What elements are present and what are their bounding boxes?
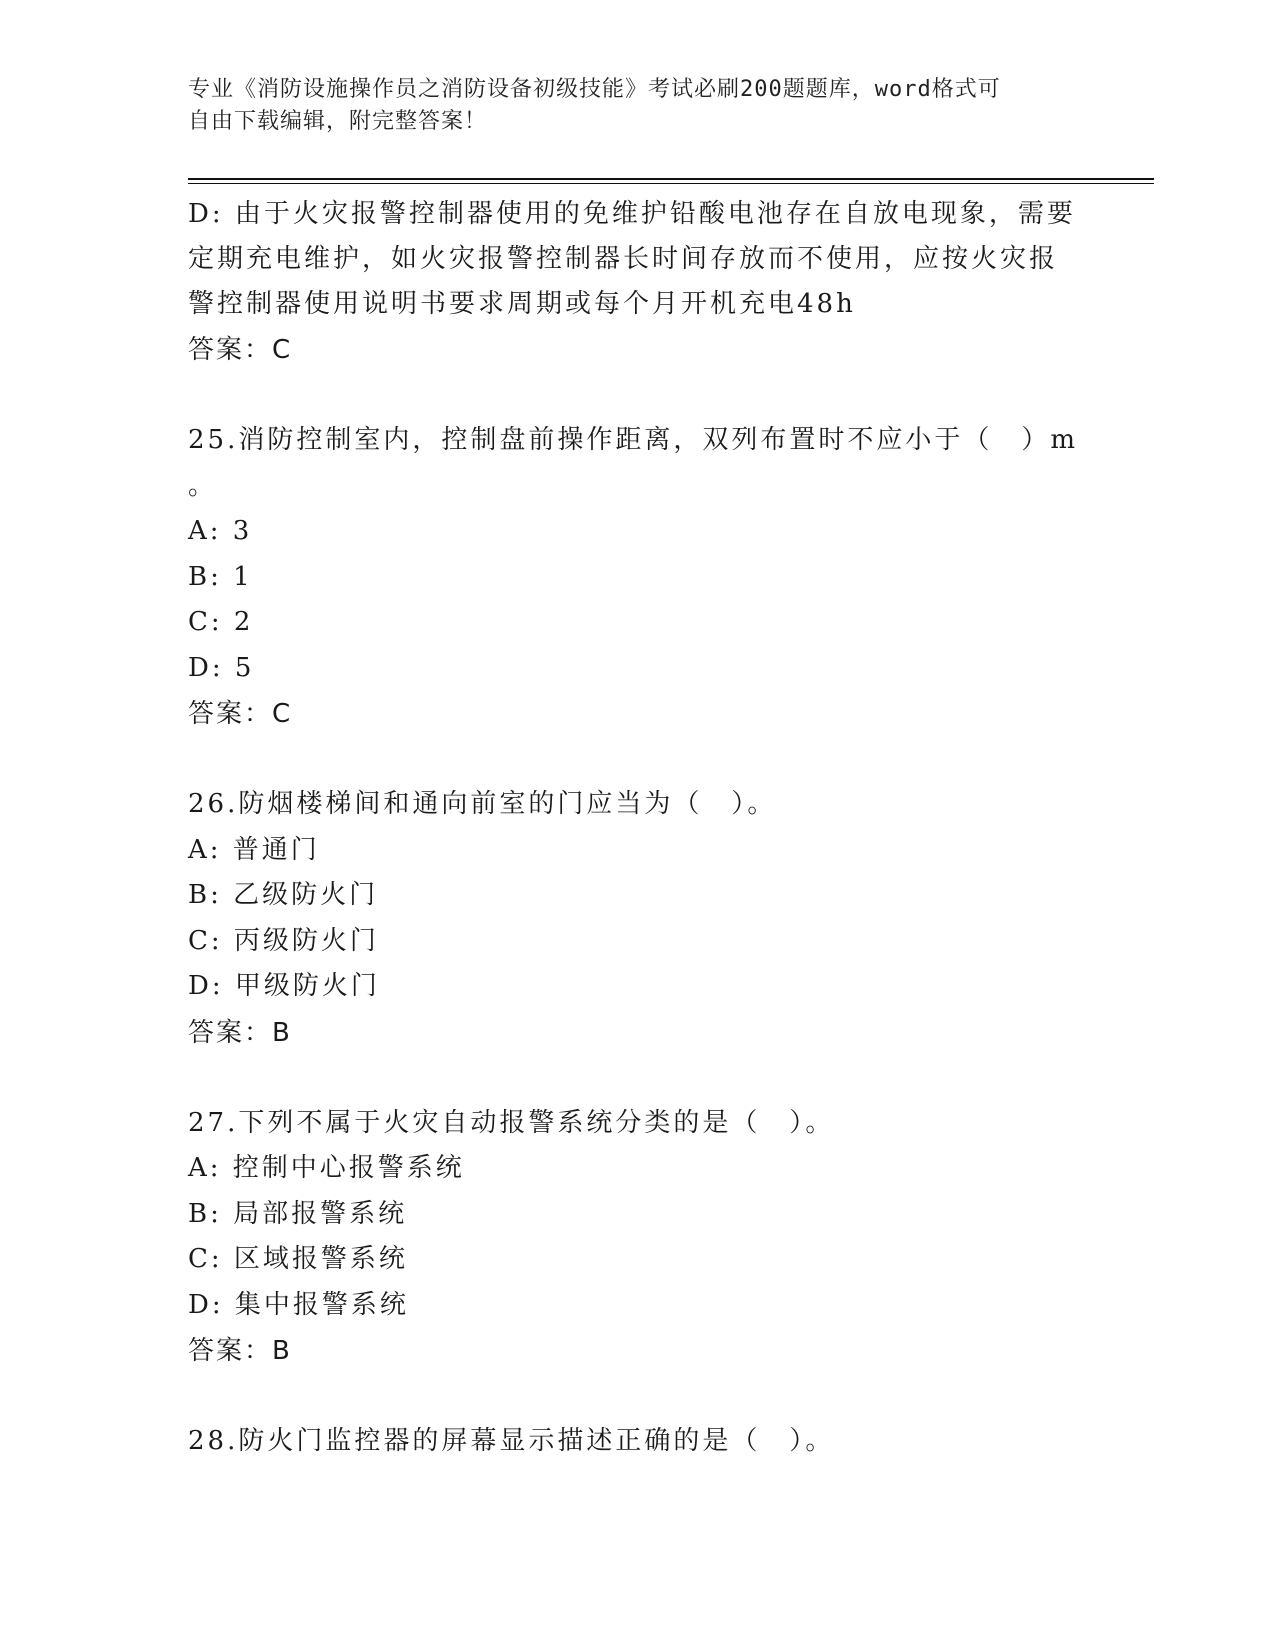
question-stem: 26.防烟楼梯间和通向前室的门应当为（ ）。 [188,789,777,819]
question-stem: 27.下列不属于火灾自动报警系统分类的是（ ）。 [188,1107,835,1138]
option-d-line: 定期充电维护，如火灾报警控制器长时间存放而不使用，应按火灾报 [188,244,1059,274]
question-content [188,192,1088,1465]
spacer [188,737,1088,782]
question-stem: 28.防火门监控器的屏幕显示描述正确的是（ ）。 [188,1426,835,1456]
header-divider-thick [188,178,1154,180]
question-block-27 [188,1101,1088,1375]
option-d-line: D: 由于火灾报警控制器使用的免维护铅酸电池存在自放电现象，需要 [188,199,1076,229]
spacer [188,1374,1088,1419]
option-b: B: 局部报警系统 [188,1198,408,1229]
option-c: C: 2 [188,607,254,637]
option-a: A: 控制中心报警系统 [188,1153,465,1183]
question-stem: 25.消防控制室内，控制盘前操作距离，双列布置时不应小于（ ）m [188,425,1079,455]
option-d: D: 集中报警系统 [188,1289,409,1320]
spacer [188,1056,1088,1101]
option-d: D: 甲级防火门 [188,971,380,1001]
question-block-25 [188,418,1088,737]
answer-line: 答案：C [188,335,293,365]
option-b: B: 乙级防火门 [188,880,379,910]
question-block-28 [188,1419,1088,1465]
answer-line: 答案：C [188,699,293,729]
answer-line: 答案：B [188,1336,292,1366]
option-b: B: 1 [188,561,253,592]
answer-line: 答案：B [188,1017,292,1048]
option-a: A: 3 [188,516,253,546]
header-divider-thin [188,183,1154,184]
option-d: D: 5 [188,652,255,683]
previous-question-tail [188,192,1088,373]
question-stem-continued: 。 [188,470,218,501]
header-line-2: 自由下载编辑，附完整答案！ [188,109,488,134]
document-header [188,74,1068,138]
question-block-26 [188,782,1088,1056]
option-d-line: 警控制器使用说明书要求周期或每个月开机充电48h [188,289,856,319]
spacer [188,373,1088,418]
header-line-1: 专业《消防设施操作员之消防设备初级技能》考试必刷200题题库，word格式可 [188,77,1001,102]
option-a: A: 普通门 [188,834,320,865]
option-c: C: 丙级防火门 [188,925,379,956]
option-d-text [188,192,1088,327]
option-c: C: 区域报警系统 [188,1244,408,1274]
